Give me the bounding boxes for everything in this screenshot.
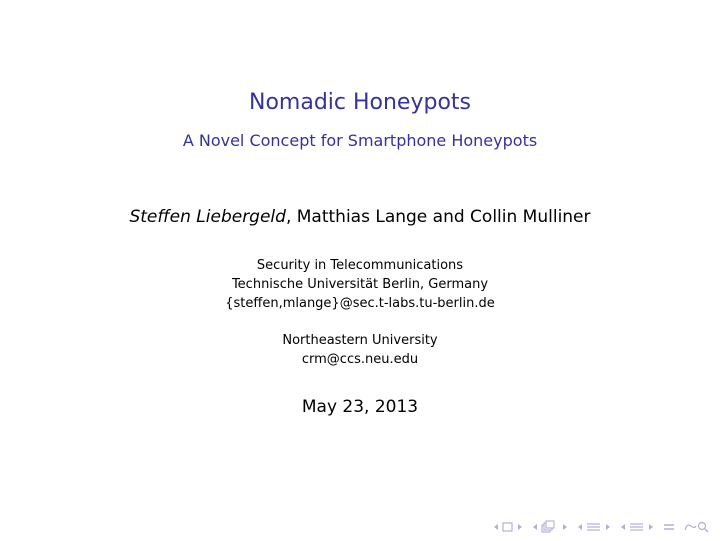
affiliation-line: Technische Universität Berlin, Germany <box>231 277 489 292</box>
authors-line <box>0 205 720 229</box>
beamer-navigation-bar <box>484 519 710 535</box>
slide-title: Nomadic Honeypots <box>248 90 471 115</box>
align-icon[interactable] <box>663 521 675 533</box>
affiliation-email: crm@ccs.neu.edu <box>301 352 419 367</box>
affiliation-line: Security in Telecommunications <box>256 258 464 273</box>
subsection-prev-next-icon[interactable] <box>532 520 568 534</box>
affiliation-line: Northeastern University <box>282 333 438 348</box>
affiliation-northeastern <box>0 331 720 369</box>
document-prev-next-icon[interactable] <box>620 521 654 533</box>
search-icon[interactable] <box>684 521 710 533</box>
affiliation-tu-berlin <box>0 256 720 313</box>
frame-prev-next-icon[interactable] <box>493 521 523 533</box>
affiliation-email: {steffen,mlange}@sec.t-labs.tu-berlin.de <box>225 296 495 311</box>
co-authors: , Matthias Lange and Collin Mulliner <box>285 207 591 227</box>
slide-subtitle: A Novel Concept for Smartphone Honeypots <box>182 131 538 150</box>
presentation-date: May 23, 2013 <box>301 397 419 417</box>
presenting-author: Steffen Liebergeld <box>129 207 286 227</box>
section-prev-next-icon[interactable] <box>577 521 611 533</box>
